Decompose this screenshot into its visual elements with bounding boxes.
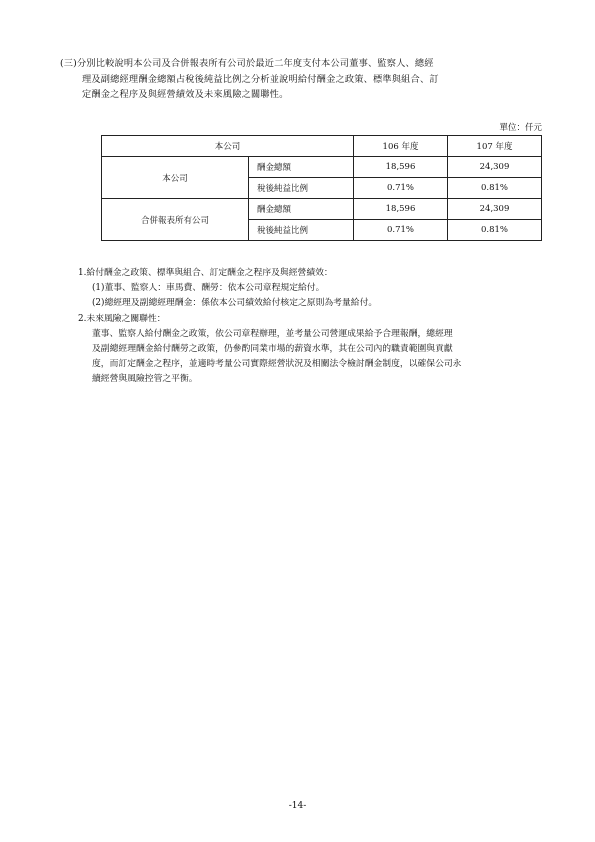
note-heading-2: 2.未來風險之關聯性： [78, 313, 166, 324]
value-cell: 18,596 [354, 157, 448, 178]
note-paragraph-line: 續經營與風險控管之平衡。 [92, 374, 198, 385]
note-paragraph-line: 及副總經理酬金給付酬勞之政策，仍參酌同業市場的薪資水準，其在公司內的職責範圍與貢獻 [92, 344, 453, 355]
value-cell: 24,309 [448, 199, 542, 220]
value-cell: 0.81% [448, 178, 542, 199]
value-cell: 0.71% [354, 220, 448, 241]
value-cell: 0.81% [448, 220, 542, 241]
intro-text-1: 分別比較說明本公司及合併報表所有公司於最近二年度支付本公司董事、監察人、總經 [76, 58, 434, 69]
note-item-1: (1)董事、監察人：車馬費、酬勞：依本公司章程規定給付。 [92, 283, 325, 294]
entity-cell: 本公司 [102, 157, 249, 199]
value-cell: 0.71% [354, 178, 448, 199]
value-cell: 18,596 [354, 199, 448, 220]
intro-line-2: 理及副總經理酬金總額占稅後純益比例之分析並說明給付酬金之政策、標準與組合、訂 [82, 73, 439, 85]
entity-cell: 合併報表所有公司 [102, 199, 249, 241]
page-number: -14- [288, 801, 307, 811]
header-entity: 本公司 [102, 136, 354, 157]
table-row [102, 157, 542, 178]
intro-line-1 [60, 56, 550, 72]
section-number: (三) [60, 58, 77, 69]
header-year-107: 107 年度 [448, 136, 542, 157]
intro-paragraph [60, 56, 550, 103]
note-paragraph-line: 度，而訂定酬金之程序，並適時考量公司實際經營狀況及相關法令檢討酬金制度，以確保公司永 [92, 359, 462, 370]
item-cell: 稅後純益比例 [249, 220, 354, 241]
note-item-2: (2)總經理及副總經理酬金：係依本公司績效給付核定之原則為考量給付。 [92, 298, 378, 309]
intro-line-3: 定酬金之程序及與經營績效及未來風險之關聯性。 [82, 89, 289, 100]
header-year-106: 106 年度 [354, 136, 448, 157]
value-cell: 24,309 [448, 157, 542, 178]
item-cell: 稅後純益比例 [249, 178, 354, 199]
table-row [102, 199, 542, 220]
item-cell: 酬金總額 [249, 157, 354, 178]
compensation-table [101, 135, 542, 241]
unit-label: 單位：仟元 [499, 123, 542, 133]
table-header-row [102, 136, 542, 157]
note-heading-1: 1.給付酬金之政策、標準與組合、訂定酬金之程序及與經營績效： [78, 268, 333, 278]
notes-section [78, 266, 548, 388]
note-paragraph-line: 董事、監察人給付酬金之政策，依公司章程辦理，並考量公司營運成果給予合理報酬，總經理 [92, 328, 453, 339]
item-cell: 酬金總額 [249, 199, 354, 220]
